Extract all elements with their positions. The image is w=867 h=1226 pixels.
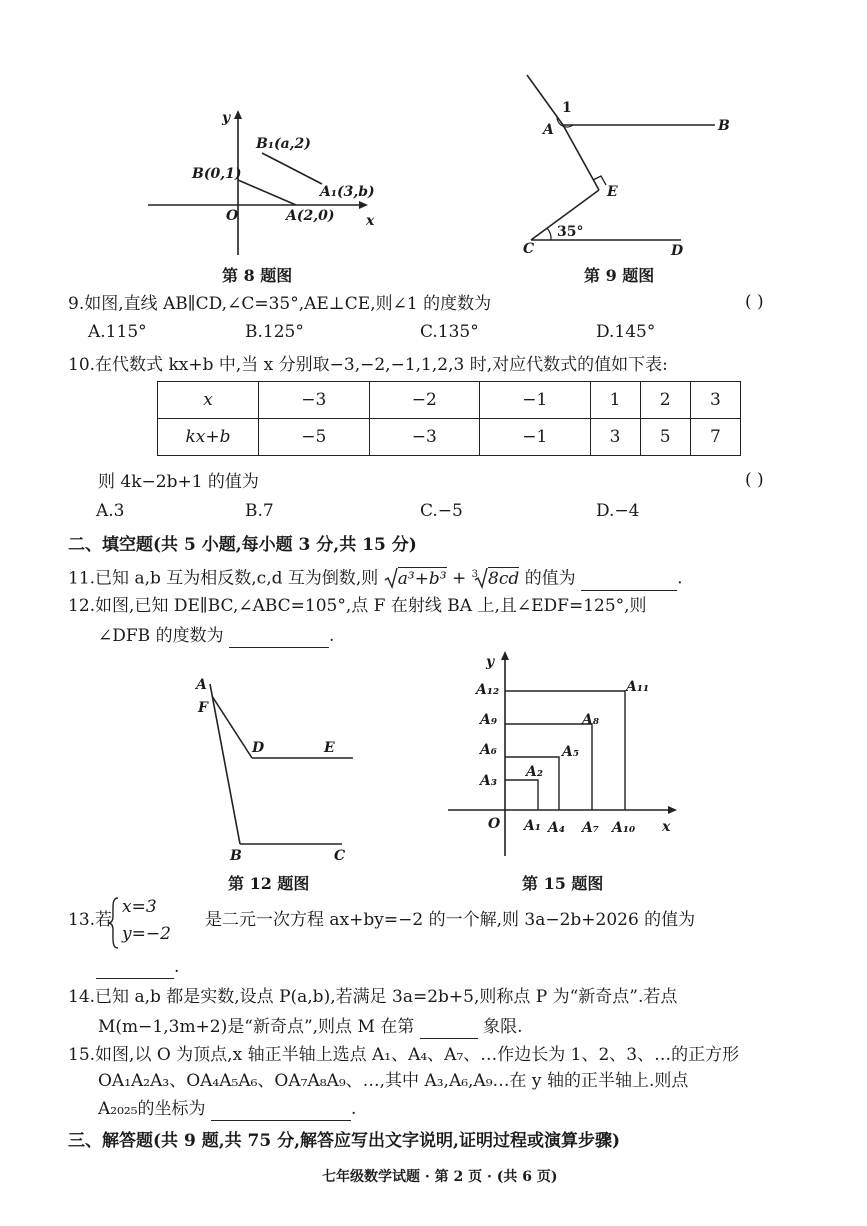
q11-suffix: 的值为 xyxy=(524,568,576,589)
table-cell: 7 xyxy=(690,419,740,456)
q11-radicand-2: 8cd xyxy=(488,568,520,589)
fig8-point-b: B(0,1) xyxy=(192,166,242,182)
fig15-point-a10: A₁₀ xyxy=(612,820,636,836)
fig12-point-a: A xyxy=(196,677,207,693)
figure-12 xyxy=(190,670,365,870)
figure-15 xyxy=(448,646,683,861)
fig8-point-b1: B₁(a,2) xyxy=(256,136,311,152)
q13-text: 是二元一次方程 ax+by=−2 的一个解,则 3a−2b+2026 的值为 xyxy=(205,910,696,930)
q10-option-b: B.7 xyxy=(245,501,274,521)
q9-option-a: A.115° xyxy=(88,322,147,342)
q12-line-2 xyxy=(98,624,334,648)
q14-answer-blank[interactable] xyxy=(420,1020,478,1039)
fig12-point-e: E xyxy=(324,740,335,756)
table-cell: −1 xyxy=(480,419,591,456)
q14-line-2-text: M(m−1,3m+2)是“新奇点”,则点 M 在第 xyxy=(98,1017,415,1037)
table-cell: kx+b xyxy=(158,419,259,456)
page-footer: 七年级数学试题 · 第 2 页 · (共 6 页) xyxy=(322,1169,558,1185)
fig12-caption: 第 12 题图 xyxy=(228,874,310,893)
table-cell: −3 xyxy=(259,382,370,419)
table-cell: −5 xyxy=(259,419,370,456)
fig15-point-a12: A₁₂ xyxy=(476,682,500,698)
q11-radicand-1: a³+b³ xyxy=(397,568,447,589)
section-3-title: 三、解答题(共 9 题,共 75 分,解答应写出文字说明,证明过程或演算步骤) xyxy=(68,1131,621,1151)
fig15-point-a8: A₈ xyxy=(582,712,599,728)
fig12-point-b: B xyxy=(230,848,242,864)
fig12-point-d: D xyxy=(252,740,265,756)
fig15-point-a6: A₆ xyxy=(480,742,497,758)
q9-option-c: C.135° xyxy=(420,322,479,342)
brace-icon xyxy=(106,896,120,950)
q9-option-d: D.145° xyxy=(596,322,656,342)
fig15-point-a3: A₃ xyxy=(480,773,497,789)
q11-cube-index: 3 xyxy=(471,569,479,580)
fig8-point-a: A(2,0) xyxy=(286,208,335,224)
q15-answer-blank[interactable] xyxy=(211,1102,351,1121)
q14-line-1: 14.已知 a,b 都是实数,设点 P(a,b),若满足 3a=2b+5,则称点 P 为“新奇点”.若点 xyxy=(68,987,678,1007)
fig9-caption: 第 9 题图 xyxy=(584,266,655,285)
q11-prefix: 11.已知 a,b 互为相反数,c,d 互为倒数,则 xyxy=(68,568,379,589)
q13-answer-blank[interactable] xyxy=(96,960,174,979)
q12-period: . xyxy=(328,626,335,646)
fig9-point-a: A xyxy=(543,122,554,138)
fig15-origin-label: O xyxy=(488,816,501,832)
cube-root-sign-icon xyxy=(471,567,488,589)
q10-option-a: A.3 xyxy=(96,501,125,521)
fig9-point-d: D xyxy=(671,243,684,259)
q13-answer-line xyxy=(96,955,179,979)
q15-line-1: 15.如图,以 O 为顶点,x 轴正半轴上选点 A₁、A₄、A₇、…作边长为 1、2、3、…的正方形 xyxy=(68,1045,740,1065)
fig15-point-a1: A₁ xyxy=(524,818,541,834)
fig8-x-label: x xyxy=(366,213,375,229)
q11-period: . xyxy=(677,568,683,589)
fig15-y-label: y xyxy=(486,654,495,670)
q15-line-2: OA₁A₂A₃、OA₄A₅A₆、OA₇A₈A₉、…,其中 A₃,A₆,A₉…在 y 轴的正半轴上.则点 xyxy=(98,1071,689,1091)
fig15-caption: 第 15 题图 xyxy=(522,874,604,893)
fig9-point-e: E xyxy=(607,184,618,200)
figure-9 xyxy=(515,70,745,260)
q10-followup: 则 4k−2b+1 的值为 xyxy=(98,472,259,492)
table-cell: 2 xyxy=(640,382,690,419)
fig8-origin-label: O xyxy=(226,208,239,224)
q13-system-brace xyxy=(106,896,120,955)
fig9-point-c: C xyxy=(523,241,535,257)
table-cell: −1 xyxy=(480,382,591,419)
table-cell: −2 xyxy=(369,382,480,419)
q10-answer-paren: ( ) xyxy=(745,470,764,490)
fig15-point-a11: A₁₁ xyxy=(626,679,650,695)
q13-eq-1: x=3 xyxy=(122,897,157,917)
fig12-point-f: F xyxy=(198,700,208,716)
table-cell: 3 xyxy=(690,382,740,419)
q10-option-d: D.−4 xyxy=(596,501,640,521)
q11-answer-blank[interactable] xyxy=(581,572,677,591)
q13-period: . xyxy=(174,957,180,977)
fig9-point-b: B xyxy=(718,118,730,134)
q10-value-table xyxy=(157,381,741,456)
table-row xyxy=(158,382,741,419)
table-cell: −3 xyxy=(369,419,480,456)
q9-text: 9.如图,直线 AB∥CD,∠C=35°,AE⊥CE,则∠1 的度数为 xyxy=(68,294,492,314)
q13-eq-2: y=−2 xyxy=(122,924,171,944)
q12-line-2-text: ∠DFB 的度数为 xyxy=(98,626,224,646)
q10-option-c: C.−5 xyxy=(420,501,463,521)
fig8-y-label: y xyxy=(222,110,231,126)
table-cell: 1 xyxy=(590,382,640,419)
table-cell: x xyxy=(158,382,259,419)
q14-line-2 xyxy=(98,1015,522,1039)
fig8-point-a1: A₁(3,b) xyxy=(320,184,375,200)
section-2-title: 二、填空题(共 5 小题,每小题 3 分,共 15 分) xyxy=(68,535,417,555)
q15-line-3-text: A₂₀₂₅的坐标为 xyxy=(98,1099,206,1119)
q12-line-1: 12.如图,已知 DE∥BC,∠ABC=105°,点 F 在射线 BA 上,且∠EDF=125°,则 xyxy=(68,596,647,616)
table-cell: 3 xyxy=(590,419,640,456)
fig15-point-a4: A₄ xyxy=(548,820,565,836)
fig8-caption: 第 8 题图 xyxy=(222,266,293,285)
q15-period: . xyxy=(350,1099,357,1119)
fig9-angle35-label: 35° xyxy=(557,224,584,240)
q11-line xyxy=(68,563,683,591)
q13-prefix: 13.若 xyxy=(68,910,113,930)
fig15-point-a2: A₂ xyxy=(526,764,543,780)
q10-text: 10.在代数式 kx+b 中,当 x 分别取−3,−2,−1,1,2,3 时,对应代数式的值如下表: xyxy=(68,355,668,375)
fig12-point-c: C xyxy=(334,848,346,864)
q12-answer-blank[interactable] xyxy=(229,629,329,648)
figure-8 xyxy=(140,100,380,260)
q9-option-b: B.125° xyxy=(245,322,304,342)
q15-line-3 xyxy=(98,1097,356,1121)
fig15-point-a9: A₉ xyxy=(480,712,497,728)
table-row xyxy=(158,419,741,456)
fig9-angle1-label: 1 xyxy=(562,100,572,116)
q14-line-2-end: 象限. xyxy=(483,1017,523,1037)
fig15-x-label: x xyxy=(662,819,671,835)
sqrt-sign-icon xyxy=(384,567,398,589)
q9-answer-paren: ( ) xyxy=(745,292,764,312)
fig15-point-a5: A₅ xyxy=(562,744,579,760)
fig15-point-a7: A₇ xyxy=(582,820,599,836)
q11-plus: + xyxy=(452,568,467,589)
table-cell: 5 xyxy=(640,419,690,456)
